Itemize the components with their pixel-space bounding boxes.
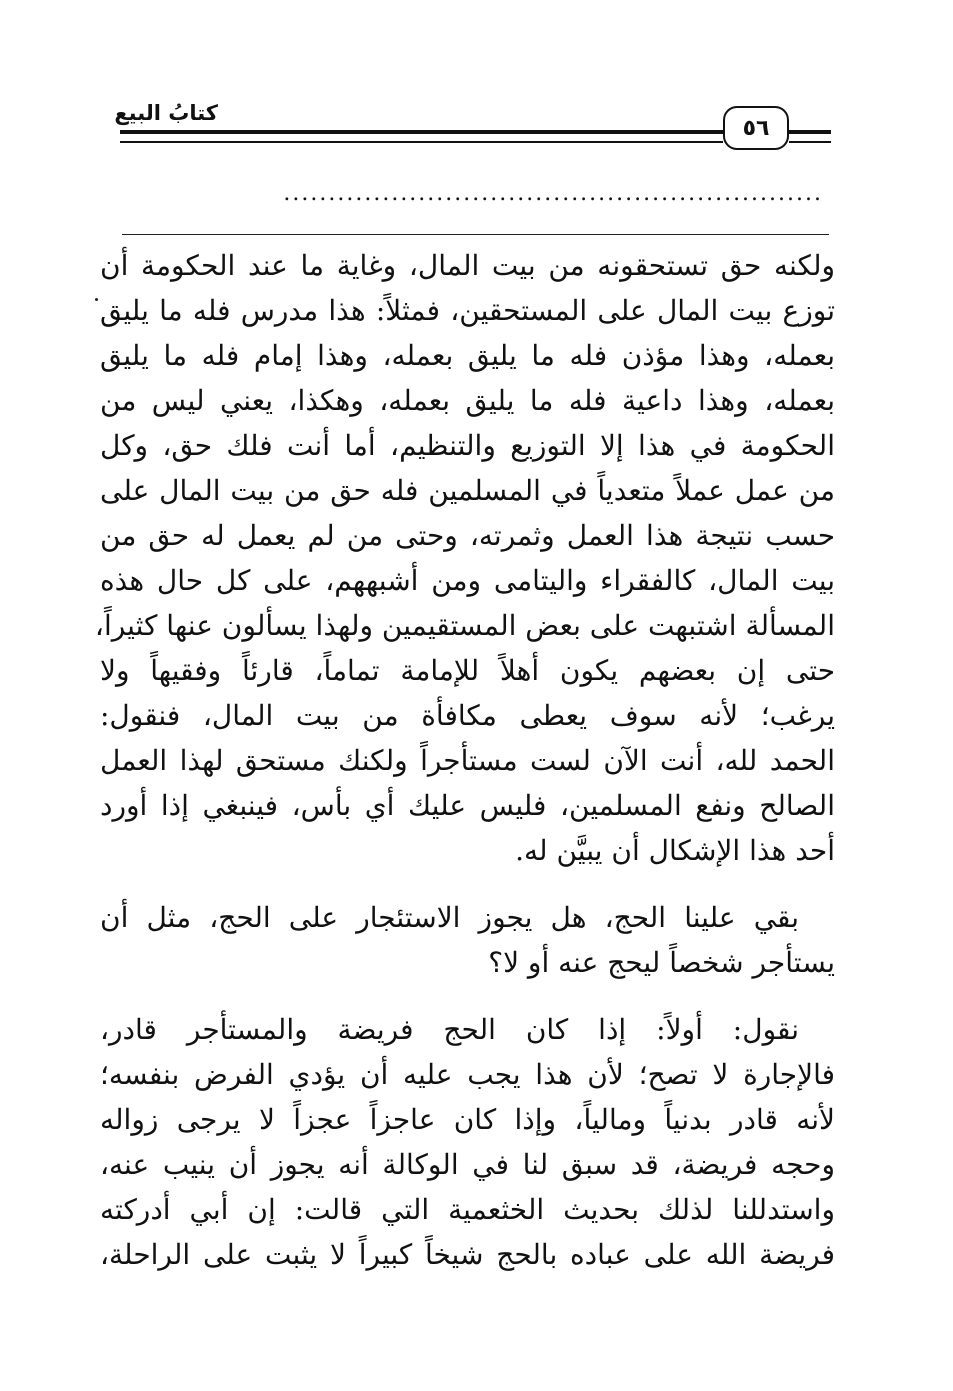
text-line: من عمل عملاً متعدياً في المسلمين فله حق من بيت المال على bbox=[100, 474, 835, 507]
text-line: الحمد لله، أنت الآن لست مستأجراً ولكنك مستحق لهذا العمل bbox=[100, 744, 835, 777]
text-line: الصالح ونفع المسلمين، فليس عليك أي بأس، فينبغي إذا أورد bbox=[100, 789, 835, 822]
text-line: الحكومة في هذا إلا التوزيع والتنظيم، أما أنت فلك حق، وكل bbox=[100, 429, 835, 462]
main-text bbox=[94, 243, 836, 1299]
text-line: حتى إن بعضهم يكون أهلاً للإمامة تماماً، قارئاً وفقيهاً ولا bbox=[100, 654, 835, 687]
page-header bbox=[0, 0, 953, 160]
text-line: توزع بيت المال على المستحقين، فمثلاً: هذا مدرس فله ما يليق bbox=[100, 294, 835, 327]
text-line: أحد هذا الإشكال أن يبيَّن له. bbox=[515, 834, 835, 867]
text-line: فالإجارة لا تصح؛ لأن هذا يجب عليه أن يؤدي الفرض بنفسه؛ bbox=[100, 1058, 835, 1091]
text-line: وحجه فريضة، قد سبق لنا في الوكالة أنه يجوز أن ينيب عنه، bbox=[100, 1148, 835, 1181]
paragraph-3 bbox=[100, 1007, 835, 1277]
header-rule-left-thin bbox=[120, 141, 723, 143]
text-line: نقول: أولاً: إذا كان الحج فريضة والمستأجر قادر، bbox=[100, 1013, 799, 1046]
text-line: بقي علينا الحج، هل يجوز الاستئجار على الحج، مثل أن bbox=[100, 901, 799, 934]
text-line: بعمله، وهذا داعية فله ما يليق بعمله، وهكذا، يعني ليس من bbox=[100, 384, 835, 417]
text-line: واستدللنا لذلك بحديث الخثعمية التي قالت: إن أبي أدركته bbox=[100, 1193, 835, 1226]
header-rule-right-thin bbox=[789, 141, 831, 143]
text-line: بعمله، وهذا مؤذن فله ما يليق بعمله، وهذا إمام فله ما يليق bbox=[100, 339, 835, 372]
page-number bbox=[723, 106, 789, 150]
text-line: لأنه قادر بدنياً ومالياً، وإذا كان عاجزاً عجزاً لا يرجى زواله bbox=[100, 1103, 835, 1136]
text-line: ولكنه حق تستحقونه من بيت المال، وغاية ما عند الحكومة أن bbox=[100, 249, 836, 282]
paragraph-1 bbox=[94, 243, 836, 873]
header-rule-left-thick bbox=[120, 130, 723, 134]
page-number-text: ٥٦ bbox=[742, 115, 770, 141]
header-rule-right-thick bbox=[789, 130, 831, 134]
paragraph-2 bbox=[100, 895, 835, 985]
running-title: كتابُ البيع bbox=[114, 101, 218, 125]
text-line: حسب نتيجة هذا العمل وثمرته، وحتى من لم يعمل له حق من bbox=[100, 519, 835, 552]
text-line: فريضة الله على عباده بالحج شيخاً كبيراً لا يثبت على الراحلة، bbox=[100, 1238, 835, 1271]
content-divider bbox=[122, 234, 829, 235]
text-line: بيت المال، كالفقراء واليتامى ومن أشبههم، على كل حال هذه bbox=[100, 564, 835, 597]
margin-mark bbox=[95, 298, 98, 301]
ellipsis-separator: ............................................................ bbox=[283, 182, 823, 206]
text-line: يرغب؛ لأنه سوف يعطى مكافأة من بيت المال، فنقول: bbox=[100, 699, 835, 732]
text-line: يستأجر شخصاً ليحج عنه أو لا؟ bbox=[488, 946, 835, 979]
text-line: المسألة اشتبهت على بعض المستقيمين ولهذا يسألون عنها كثيراً، bbox=[94, 609, 835, 642]
